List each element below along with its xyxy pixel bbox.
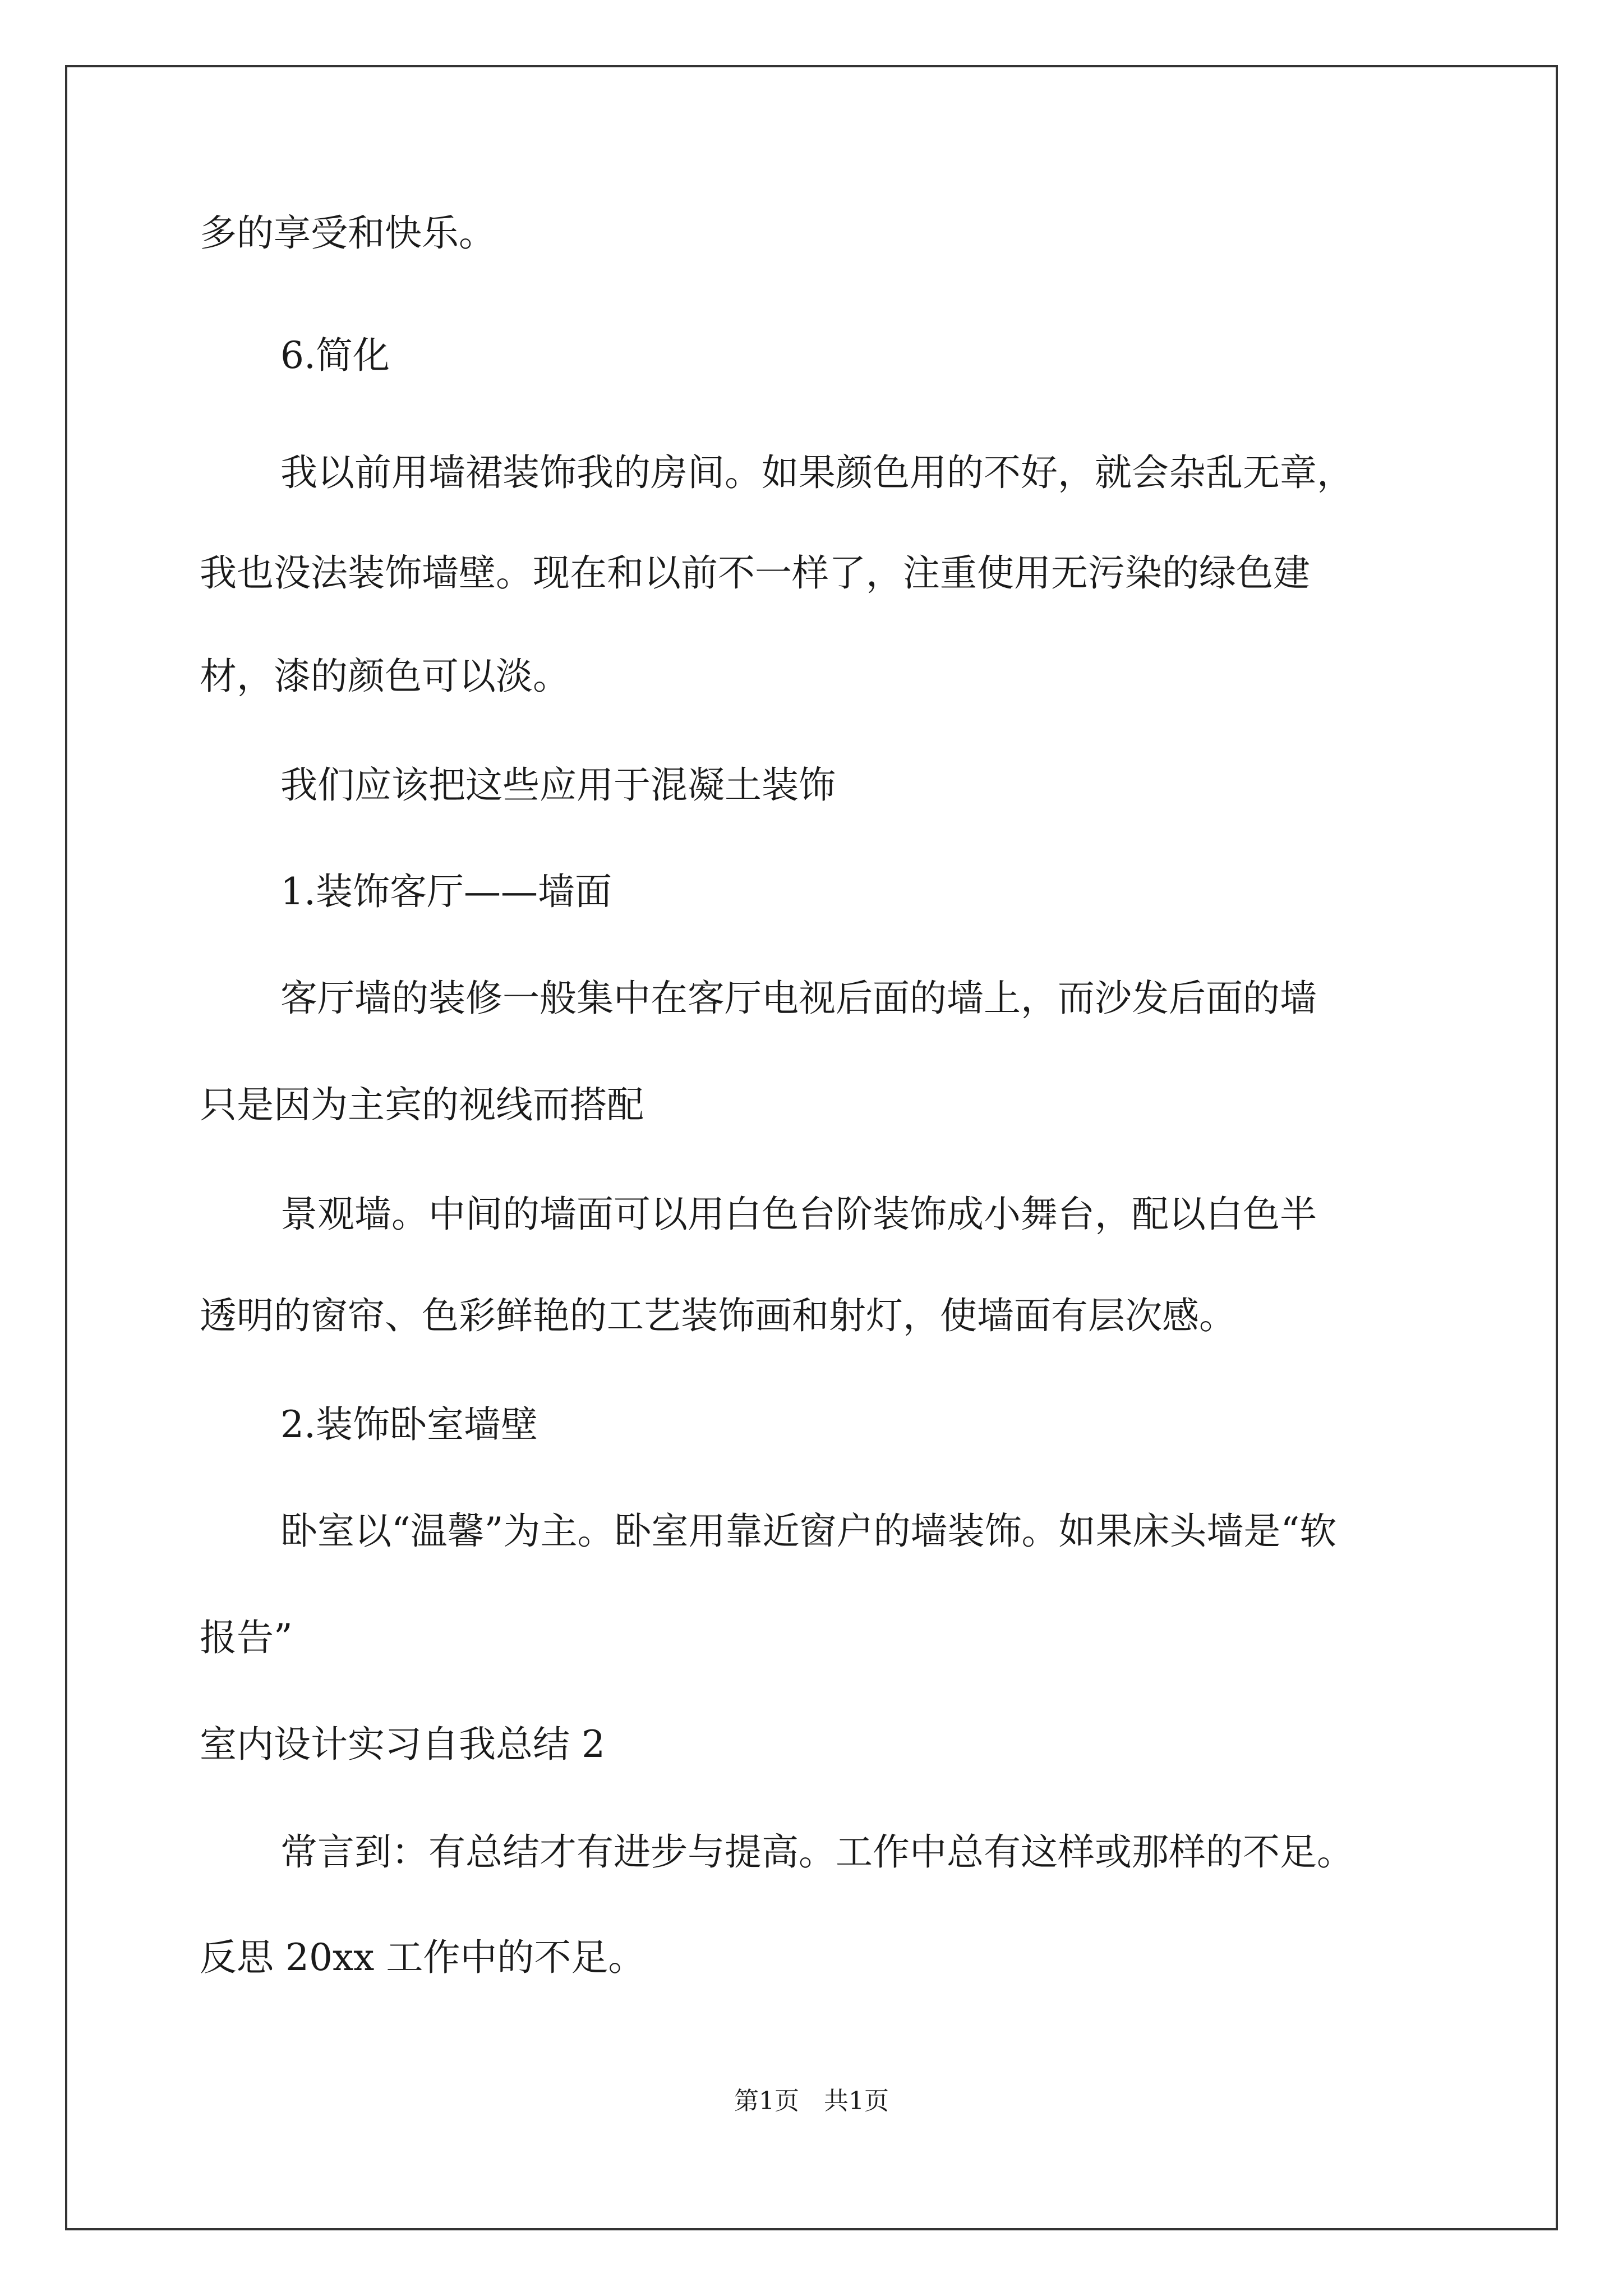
- paragraph-line: 我以前用墙裙装饰我的房间。如果颜色用的不好，就会杂乱无章，: [280, 451, 1354, 494]
- paragraph-line: 透明的窗帘、色彩鲜艳的工艺装饰画和射灯，使墙面有层次感。: [200, 1294, 1236, 1337]
- paragraph-line: 卧室以“温馨”为主。卧室用靠近窗户的墙装饰。如果床头墙是“软: [280, 1510, 1337, 1553]
- paragraph-line: 常言到：有总结才有进步与提高。工作中总有这样或那样的不足。: [280, 1830, 1354, 1874]
- paragraph-line: 只是因为主宾的视线而搭配: [200, 1083, 644, 1126]
- article-title: 室内设计实习自我总结 2: [200, 1723, 605, 1766]
- paragraph-line: 多的享受和快乐。: [200, 211, 496, 255]
- paragraph-line: 我们应该把这些应用于混凝土装饰: [280, 763, 836, 807]
- section-heading: 1.装饰客厅——墙面: [280, 870, 612, 913]
- paragraph-line: 我也没法装饰墙壁。现在和以前不一样了，注重使用无污染的绿色建: [200, 551, 1310, 595]
- paragraph-line: 报告”: [200, 1616, 293, 1659]
- paragraph-line: 材，漆的颜色可以淡。: [200, 655, 570, 698]
- page-frame: [65, 65, 1558, 2230]
- section-heading: 6.简化: [280, 334, 390, 377]
- paragraph-line: 反思 20xx 工作中的不足。: [200, 1936, 645, 1979]
- paragraph-line: 客厅墙的装修一般集中在客厅电视后面的墙上，而沙发后面的墙: [280, 977, 1317, 1020]
- page-number-footer: 第1页 共1页: [734, 2087, 889, 2115]
- section-heading: 2.装饰卧室墙壁: [280, 1403, 538, 1446]
- paragraph-line: 景观墙。中间的墙面可以用白色台阶装饰成小舞台，配以白色半: [280, 1193, 1317, 1236]
